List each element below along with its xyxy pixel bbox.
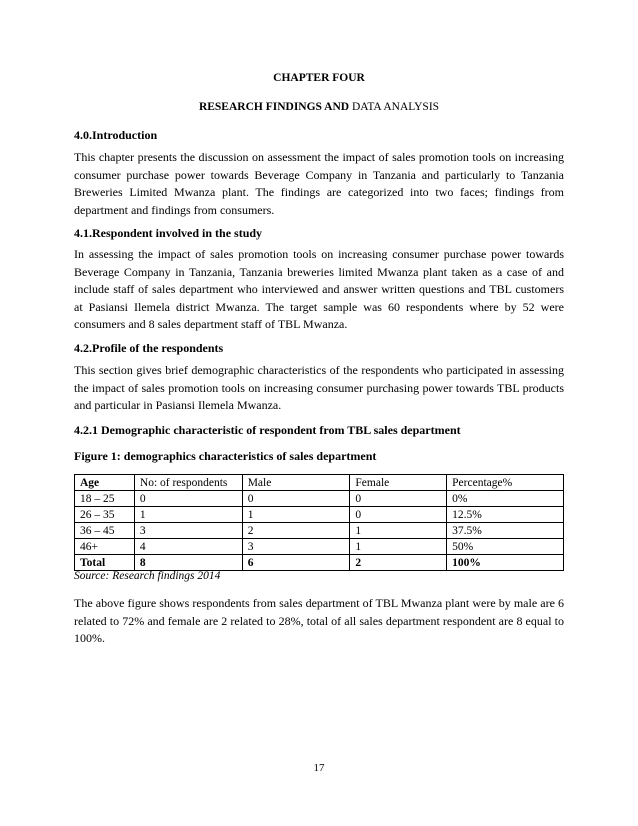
table-cell: 1 bbox=[242, 507, 350, 523]
table-row bbox=[75, 523, 564, 539]
table-total-row bbox=[75, 555, 564, 571]
header-percentage: Percentage% bbox=[447, 475, 564, 491]
table-row bbox=[75, 539, 564, 555]
table-row bbox=[75, 491, 564, 507]
total-cell: 2 bbox=[350, 555, 447, 571]
header-age: Age bbox=[75, 475, 135, 491]
table-cell: 18 – 25 bbox=[75, 491, 135, 507]
chapter-title: CHAPTER FOUR bbox=[273, 72, 365, 84]
table-header-row bbox=[75, 475, 564, 491]
table-cell: 3 bbox=[242, 539, 350, 555]
table-cell: 26 – 35 bbox=[75, 507, 135, 523]
table-cell: 37.5% bbox=[447, 523, 564, 539]
intro-paragraph: This chapter presents the discussion on assessment the impact of sales promotion tools on increasing consumer purchase power towards Beverage Company in Tanzania and particularly to Tanzania Breweries Limited Mwanza plant. The findings are categorized into two faces; findings from department and findings from consumers. bbox=[74, 150, 564, 217]
header-male: Male bbox=[242, 475, 350, 491]
table-cell: 36 – 45 bbox=[75, 523, 135, 539]
table-cell: 0 bbox=[134, 491, 242, 507]
table-cell: 0 bbox=[242, 491, 350, 507]
table-cell: 4 bbox=[134, 539, 242, 555]
table-cell: 1 bbox=[134, 507, 242, 523]
total-cell: Total bbox=[75, 555, 135, 571]
total-cell: 6 bbox=[242, 555, 350, 571]
respondent-paragraph: In assessing the impact of sales promotion tools on increasing consumer purchase power towards Beverage Company in Tanzania, Tanzania breweries limited Mwanza plant taken as a case of and include staff of sales department who interviewed and answer written questions and TBL customers at Pasiansi Ilemela district Mwanza. The target sample was 60 respondents where by 52 were consumers and 8 sales department staff of TBL Mwanza. bbox=[74, 247, 564, 331]
table-cell: 2 bbox=[242, 523, 350, 539]
demographics-table bbox=[74, 474, 564, 571]
table-cell: 0 bbox=[350, 507, 447, 523]
table-cell: 1 bbox=[350, 539, 447, 555]
profile-paragraph: This section gives brief demographic characteristics of the respondents who participated in assessing the impact of sales promotion tools on increasing consumer purchasing power towards TBL products and particular in Pasiansi Ilemela Mwanza. bbox=[74, 363, 564, 412]
chapter-subtitle-bold: RESEARCH FINDINGS AND bbox=[198, 101, 350, 113]
table-cell: 0 bbox=[350, 491, 447, 507]
header-female: Female bbox=[350, 475, 447, 491]
table-cell: 50% bbox=[447, 539, 564, 555]
page-number: 17 bbox=[313, 762, 325, 774]
profile-heading: 4.2.Profile of the respondents bbox=[74, 341, 224, 355]
chapter-subtitle bbox=[74, 101, 564, 113]
figure-caption: Figure 1: demographics characteristics of sales department bbox=[74, 449, 377, 463]
table-source: Source: Research findings 2014 bbox=[74, 570, 221, 582]
intro-heading: 4.0.Introduction bbox=[74, 128, 158, 142]
total-cell: 100% bbox=[447, 555, 564, 571]
total-cell: 8 bbox=[134, 555, 242, 571]
table-row bbox=[75, 507, 564, 523]
table-cell: 3 bbox=[134, 523, 242, 539]
respondent-heading: 4.1.Respondent involved in the study bbox=[74, 226, 263, 240]
table-cell: 0% bbox=[447, 491, 564, 507]
table-cell: 1 bbox=[350, 523, 447, 539]
table-cell: 46+ bbox=[75, 539, 135, 555]
table-cell: 12.5% bbox=[447, 507, 564, 523]
closing-paragraph: The above figure shows respondents from sales department of TBL Mwanza plant were by male are 6 related to 72% and female are 2 related to 28%, total of all sales department respondent are 8 equal to 100%. bbox=[74, 596, 564, 645]
chapter-subtitle-rest: DATA ANALYSIS bbox=[351, 101, 440, 113]
demographic-heading: 4.2.1 Demographic characteristic of respondent from TBL sales department bbox=[74, 423, 461, 437]
header-respondents: No: of respondents bbox=[134, 475, 242, 491]
